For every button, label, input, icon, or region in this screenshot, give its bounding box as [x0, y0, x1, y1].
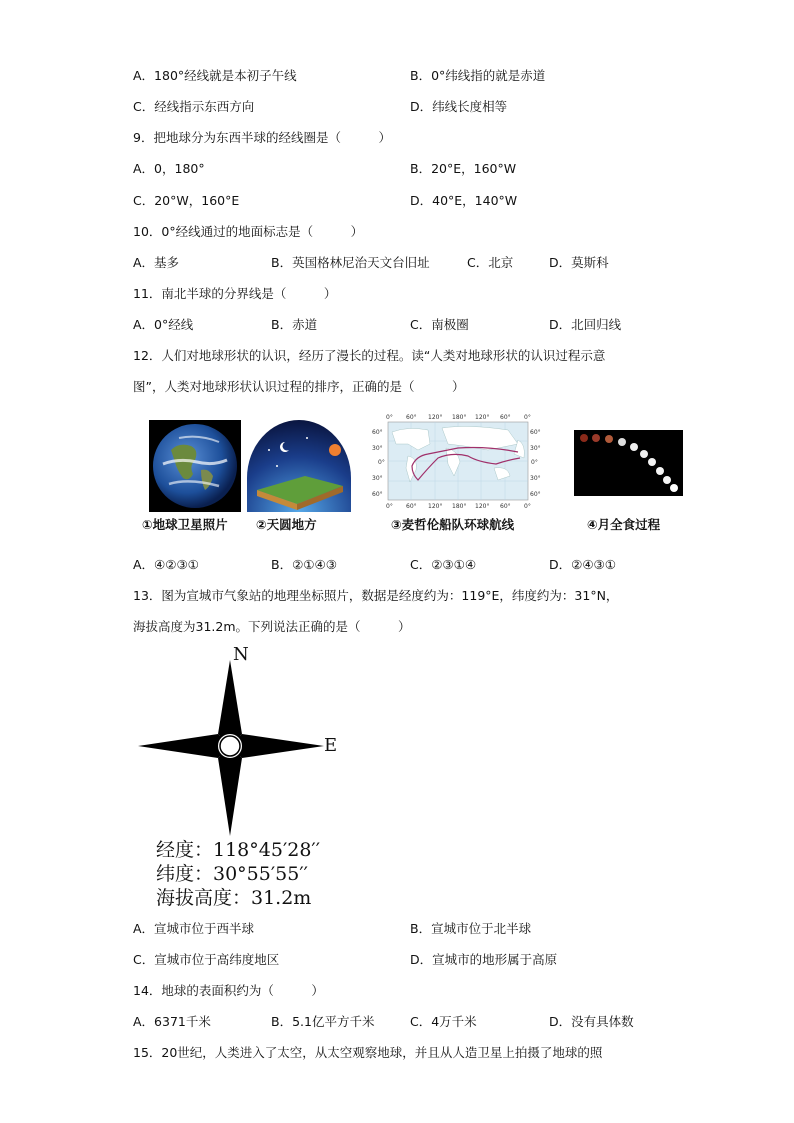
- svg-text:0°: 0°: [386, 503, 393, 510]
- q13-stem-line2: 海拔高度为31.2m。下列说法正确的是（ ）: [133, 619, 411, 634]
- q14-option-c: C．4万千米: [410, 1014, 477, 1029]
- svg-text:120°: 120°: [475, 503, 490, 510]
- q8-option-d: D．纬线长度相等: [410, 99, 508, 114]
- q11-option-d: D．北回归线: [549, 317, 622, 332]
- svg-text:60°: 60°: [500, 503, 511, 510]
- q14-option-a: A．6371千米: [133, 1014, 211, 1029]
- svg-text:30°: 30°: [372, 475, 383, 482]
- svg-text:0°: 0°: [531, 459, 538, 466]
- q12-stem-line1: 12．人们对地球形状的认识，经历了漫长的过程。读“人类对地球形状的认识过程示意: [133, 348, 606, 363]
- q9-option-d: D．40°E，140°W: [410, 193, 518, 208]
- magellan-route-map: [368, 410, 546, 512]
- q14-option-d: D．没有具体数: [549, 1014, 634, 1029]
- q12-option-d: D．②④③①: [549, 557, 616, 572]
- q14-stem: 14．地球的表面积约为（ ）: [133, 983, 324, 998]
- q14-option-b: B．5.1亿平方千米: [271, 1014, 375, 1029]
- q10-option-b: B．英国格林尼治天文台旧址: [271, 255, 430, 270]
- lunar-eclipse-sequence: [574, 430, 683, 496]
- svg-text:30°: 30°: [530, 475, 541, 482]
- compass-east-label: E: [324, 735, 338, 756]
- altitude-readout: 海拔高度：31.2m: [156, 887, 312, 909]
- svg-text:120°: 120°: [428, 414, 443, 421]
- q11-option-a: A．0°经线: [133, 317, 194, 332]
- earth-satellite-photo: [149, 420, 241, 512]
- q15-stem: 15．20世纪，人类进入了太空，从太空观察地球，并且从人造卫星上拍摄了地球的照: [133, 1045, 603, 1060]
- q8-option-a: A．180°经线就是本初子午线: [133, 68, 297, 83]
- svg-text:120°: 120°: [428, 503, 443, 510]
- q13-option-b: B．宣城市位于北半球: [410, 921, 532, 936]
- caption-round-sky-square-earth: ②天圆地方: [256, 517, 317, 532]
- svg-text:60°: 60°: [530, 429, 541, 436]
- q9-option-c: C．20°W，160°E: [133, 193, 240, 208]
- q11-stem: 11．南北半球的分界线是（ ）: [133, 286, 337, 301]
- svg-text:0°: 0°: [524, 414, 531, 421]
- svg-text:30°: 30°: [530, 445, 541, 452]
- q13-option-d: D．宣城市的地形属于高原: [410, 952, 558, 967]
- q13-stem-line1: 13．图为宣城市气象站的地理坐标照片，数据是经度约为：119°E，纬度约为：31°N，: [133, 588, 619, 603]
- round-sky-square-earth-image: [247, 420, 351, 512]
- q10-option-c: C．北京: [467, 255, 514, 270]
- svg-text:60°: 60°: [406, 503, 417, 510]
- caption-satellite-photo: ①地球卫星照片: [142, 517, 228, 532]
- q10-stem: 10．0°经线通过的地面标志是（ ）: [133, 224, 364, 239]
- svg-text:180°: 180°: [452, 503, 467, 510]
- longitude-readout: 经度：118°45′28′′: [156, 839, 321, 861]
- svg-text:60°: 60°: [372, 429, 383, 436]
- q11-option-b: B．赤道: [271, 317, 318, 332]
- q13-option-a: A．宣城市位于西半球: [133, 921, 255, 936]
- q12-option-c: C．②③①④: [410, 557, 477, 572]
- q9-stem: 9．把地球分为东西半球的经线圈是（ ）: [133, 130, 391, 145]
- svg-text:60°: 60°: [406, 414, 417, 421]
- q9-option-a: A．0，180°: [133, 161, 205, 176]
- svg-text:180°: 180°: [452, 414, 467, 421]
- svg-text:120°: 120°: [475, 414, 490, 421]
- svg-text:60°: 60°: [372, 491, 383, 498]
- q10-option-d: D．莫斯科: [549, 255, 609, 270]
- compass-north-label: N: [233, 644, 249, 665]
- q9-option-b: B．20°E，160°W: [410, 161, 517, 176]
- svg-text:0°: 0°: [378, 459, 385, 466]
- q8-option-c: C．经线指示东西方向: [133, 99, 255, 114]
- q10-option-a: A．基多: [133, 255, 180, 270]
- compass-rose-icon: [138, 660, 324, 836]
- svg-text:0°: 0°: [386, 414, 393, 421]
- svg-text:0°: 0°: [524, 503, 531, 510]
- q12-stem-line2: 图”，人类对地球形状认识过程的排序，正确的是（ ）: [133, 379, 465, 394]
- q13-option-c: C．宣城市位于高纬度地区: [133, 952, 280, 967]
- svg-text:60°: 60°: [500, 414, 511, 421]
- caption-lunar-eclipse: ④月全食过程: [587, 517, 661, 532]
- q11-option-c: C．南极圈: [410, 317, 469, 332]
- latitude-readout: 纬度：30°55′55′′: [156, 863, 308, 885]
- svg-text:60°: 60°: [530, 491, 541, 498]
- q12-option-b: B．②①④③: [271, 557, 337, 572]
- svg-text:30°: 30°: [372, 445, 383, 452]
- q8-option-b: B．0°纬线指的就是赤道: [410, 68, 546, 83]
- q12-option-a: A．④②③①: [133, 557, 199, 572]
- caption-magellan-route: ③麦哲伦船队环球航线: [391, 517, 515, 532]
